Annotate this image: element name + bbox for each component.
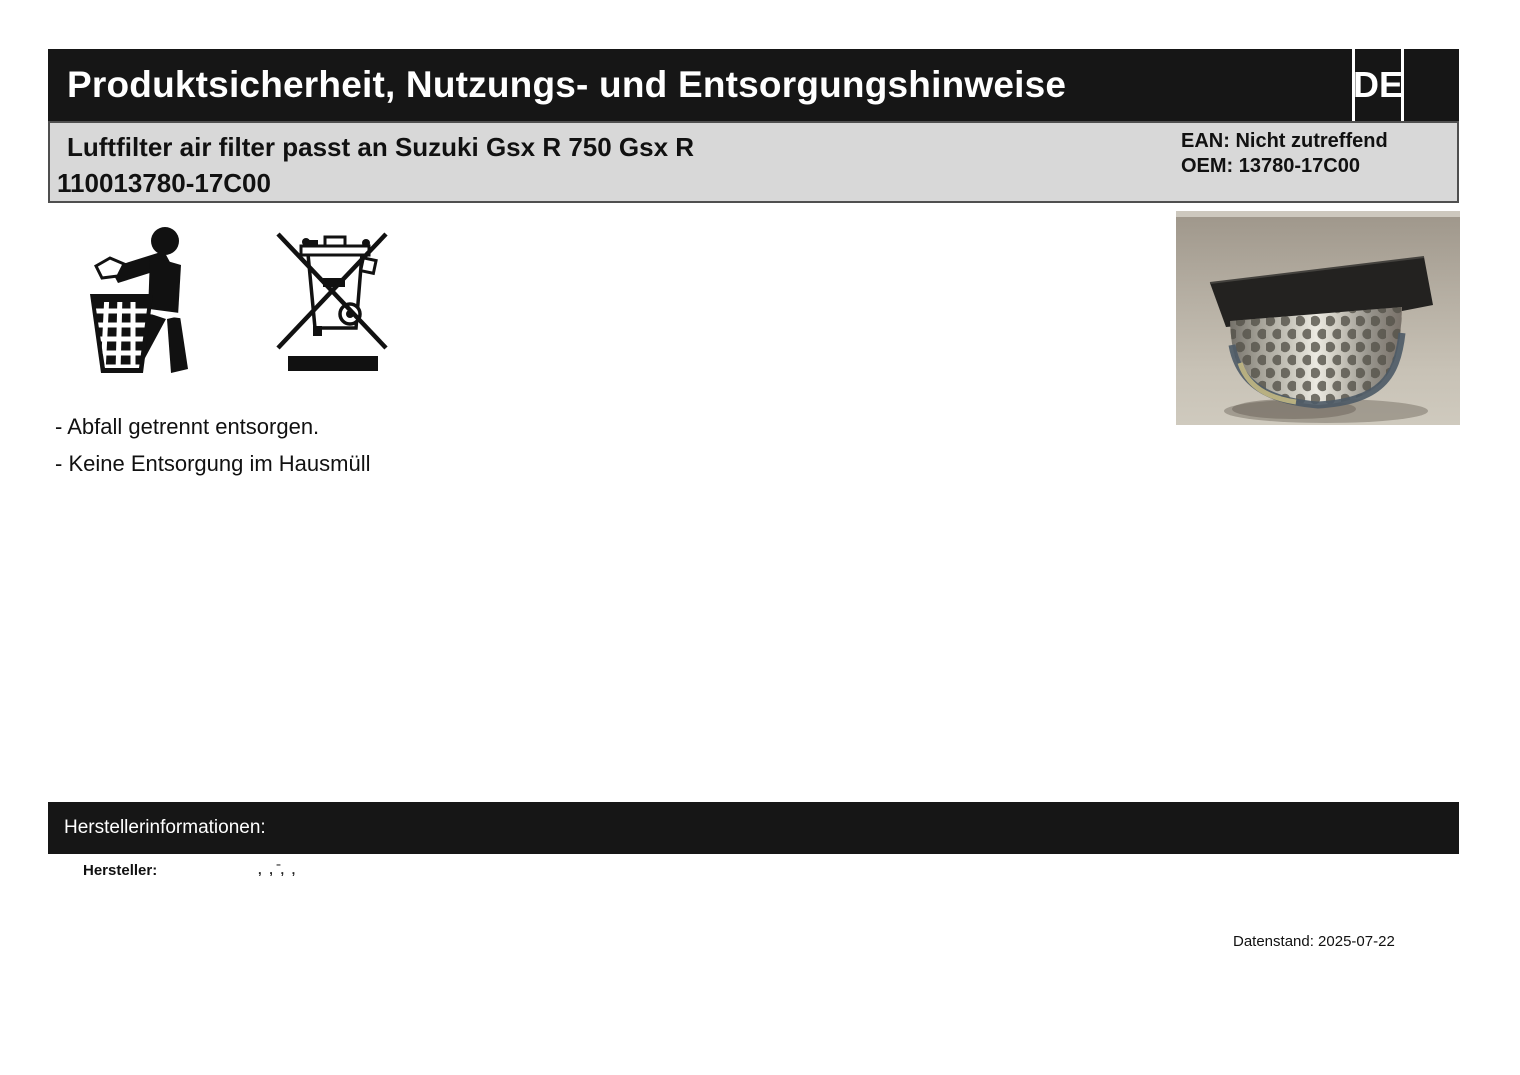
product-title-line1: Luftfilter air filter passt an Suzuki Gsx R 750 Gsx R bbox=[67, 132, 695, 162]
manufacturer-section-bar bbox=[48, 802, 1459, 854]
title-bar bbox=[48, 49, 1459, 121]
product-title-line2: 110013780-17C00 bbox=[57, 168, 271, 198]
language-badge: DE bbox=[1352, 49, 1404, 121]
ean-value: EAN: Nicht zutreffend bbox=[1181, 130, 1388, 152]
disposal-note: - Abfall getrennt entsorgen. bbox=[55, 414, 320, 439]
oem-value: OEM: 13780-17C00 bbox=[1181, 155, 1360, 177]
datenstand-text: Datenstand: 2025-07-22 bbox=[1233, 933, 1395, 950]
tidyman-icon bbox=[90, 226, 205, 374]
product-photo-air-filter bbox=[1176, 211, 1460, 425]
manufacturer-section-title: Herstellerinformationen: bbox=[64, 817, 266, 838]
weee-crossed-out-bin-icon bbox=[276, 230, 390, 374]
product-header bbox=[48, 121, 1459, 203]
manufacturer-value: , , ̄, , bbox=[258, 862, 298, 877]
page-title: Produktsicherheit, Nutzungs- und Entsorgungshinweise bbox=[67, 64, 1067, 105]
manufacturer-label: Hersteller: bbox=[83, 862, 158, 879]
ean-oem-block bbox=[1181, 129, 1388, 179]
disposal-note: - Keine Entsorgung im Hausmüll bbox=[55, 451, 371, 476]
